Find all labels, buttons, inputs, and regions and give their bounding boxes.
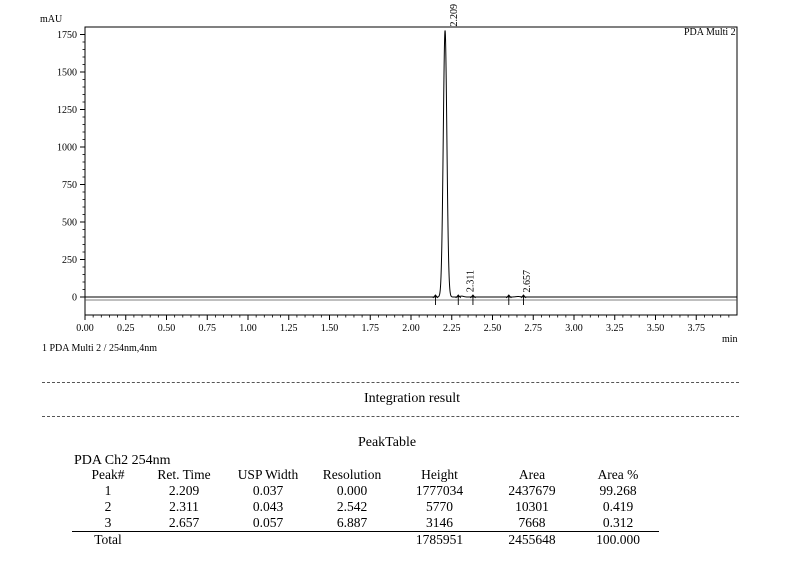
table-row-total — [72, 532, 659, 549]
x-tick-label: 2.00 — [402, 323, 420, 334]
x-axis-label: min — [722, 334, 738, 345]
peak-table — [72, 467, 659, 548]
col-peak-number: Peak# — [91, 467, 125, 482]
cell: 100.000 — [577, 532, 659, 549]
cell: 10301 — [515, 499, 549, 514]
cell: 2437679 — [508, 483, 556, 498]
col-usp-width: USP Width — [237, 467, 299, 482]
x-tick-label: 2.50 — [483, 323, 502, 334]
x-tick-label: 3.50 — [646, 323, 665, 334]
col-resolution: Resolution — [322, 467, 382, 482]
cell: 2.542 — [336, 499, 368, 514]
y-axis-label: mAU — [40, 14, 63, 25]
x-tick-label: 1.25 — [280, 323, 298, 334]
cell: 3146 — [426, 515, 453, 530]
cell: 99.268 — [599, 483, 637, 498]
cell: Total — [72, 532, 144, 549]
x-tick-label: 0.75 — [198, 323, 216, 334]
x-tick-label: 1.75 — [361, 323, 379, 334]
y-tick-label: 500 — [62, 217, 77, 229]
y-tick-label: 1750 — [57, 30, 77, 41]
x-tick-label: 1.50 — [320, 323, 339, 334]
legend-label: PDA Multi 2 — [684, 27, 736, 38]
table-row — [72, 499, 659, 515]
section-title: Integration result — [363, 391, 461, 406]
peak-table-header — [72, 467, 659, 483]
cell: 0.000 — [336, 483, 368, 498]
col-height: Height — [421, 467, 458, 482]
y-tick-label: 250 — [62, 255, 77, 266]
table-row — [72, 515, 659, 532]
y-tick-label: 750 — [62, 180, 77, 191]
x-tick-label: 0.25 — [117, 323, 135, 334]
chromatogram-trace — [85, 30, 737, 297]
peak-label: 2.311 — [465, 269, 477, 293]
table-row — [72, 483, 659, 499]
x-tick-label: 0.50 — [157, 323, 176, 334]
col-area: Area — [518, 467, 546, 482]
y-tick-label: 1000 — [57, 142, 77, 154]
peak-labels — [449, 4, 533, 293]
cell: 0.043 — [252, 499, 284, 514]
channel-label: 1 PDA Multi 2 / 254nm,4nm — [42, 343, 158, 354]
col-ret-time: Ret. Time — [157, 467, 211, 482]
cell: 5770 — [426, 499, 453, 514]
cell — [224, 532, 312, 549]
y-axis-ticks — [57, 30, 85, 304]
cell: 1785951 — [392, 532, 487, 549]
y-tick-label: 1500 — [57, 67, 77, 79]
cell: 2.209 — [168, 483, 200, 498]
cell — [312, 532, 392, 549]
cell: 1777034 — [415, 483, 464, 498]
cell: 0.312 — [602, 515, 634, 530]
x-tick-label: 3.75 — [687, 323, 705, 334]
divider-top — [42, 382, 739, 383]
divider-bottom — [42, 416, 739, 417]
cell — [144, 532, 224, 549]
cell: 2.657 — [168, 515, 200, 530]
peak-table-subtitle: PDA Ch2 254nm — [74, 453, 171, 468]
peak-label: 2.209 — [449, 3, 461, 27]
cell: 2.311 — [169, 499, 199, 514]
x-tick-label: 2.75 — [524, 323, 542, 334]
cell: 3 — [104, 515, 112, 530]
cell: 0.057 — [252, 515, 284, 530]
cell: 2 — [104, 499, 112, 514]
x-tick-label: 3.25 — [606, 323, 624, 334]
x-tick-label: 1.00 — [239, 323, 257, 334]
peak-label: 2.657 — [522, 270, 534, 293]
x-tick-label: 0.00 — [76, 323, 94, 334]
y-tick-label: 0 — [72, 292, 77, 304]
y-tick-label: 1250 — [57, 105, 77, 116]
x-tick-label: 3.00 — [565, 323, 583, 334]
x-tick-label: 2.25 — [443, 323, 461, 334]
x-axis-ticks — [76, 315, 729, 334]
cell: 0.037 — [252, 483, 284, 498]
peak-table-title: PeakTable — [357, 435, 417, 450]
cell: 2455648 — [487, 532, 577, 549]
cell: 1 — [104, 483, 112, 498]
cell: 6.887 — [336, 515, 368, 530]
col-area-percent: Area % — [597, 467, 639, 482]
cell: 7668 — [518, 515, 546, 530]
cell: 0.419 — [602, 499, 634, 514]
plot-frame — [85, 27, 737, 315]
